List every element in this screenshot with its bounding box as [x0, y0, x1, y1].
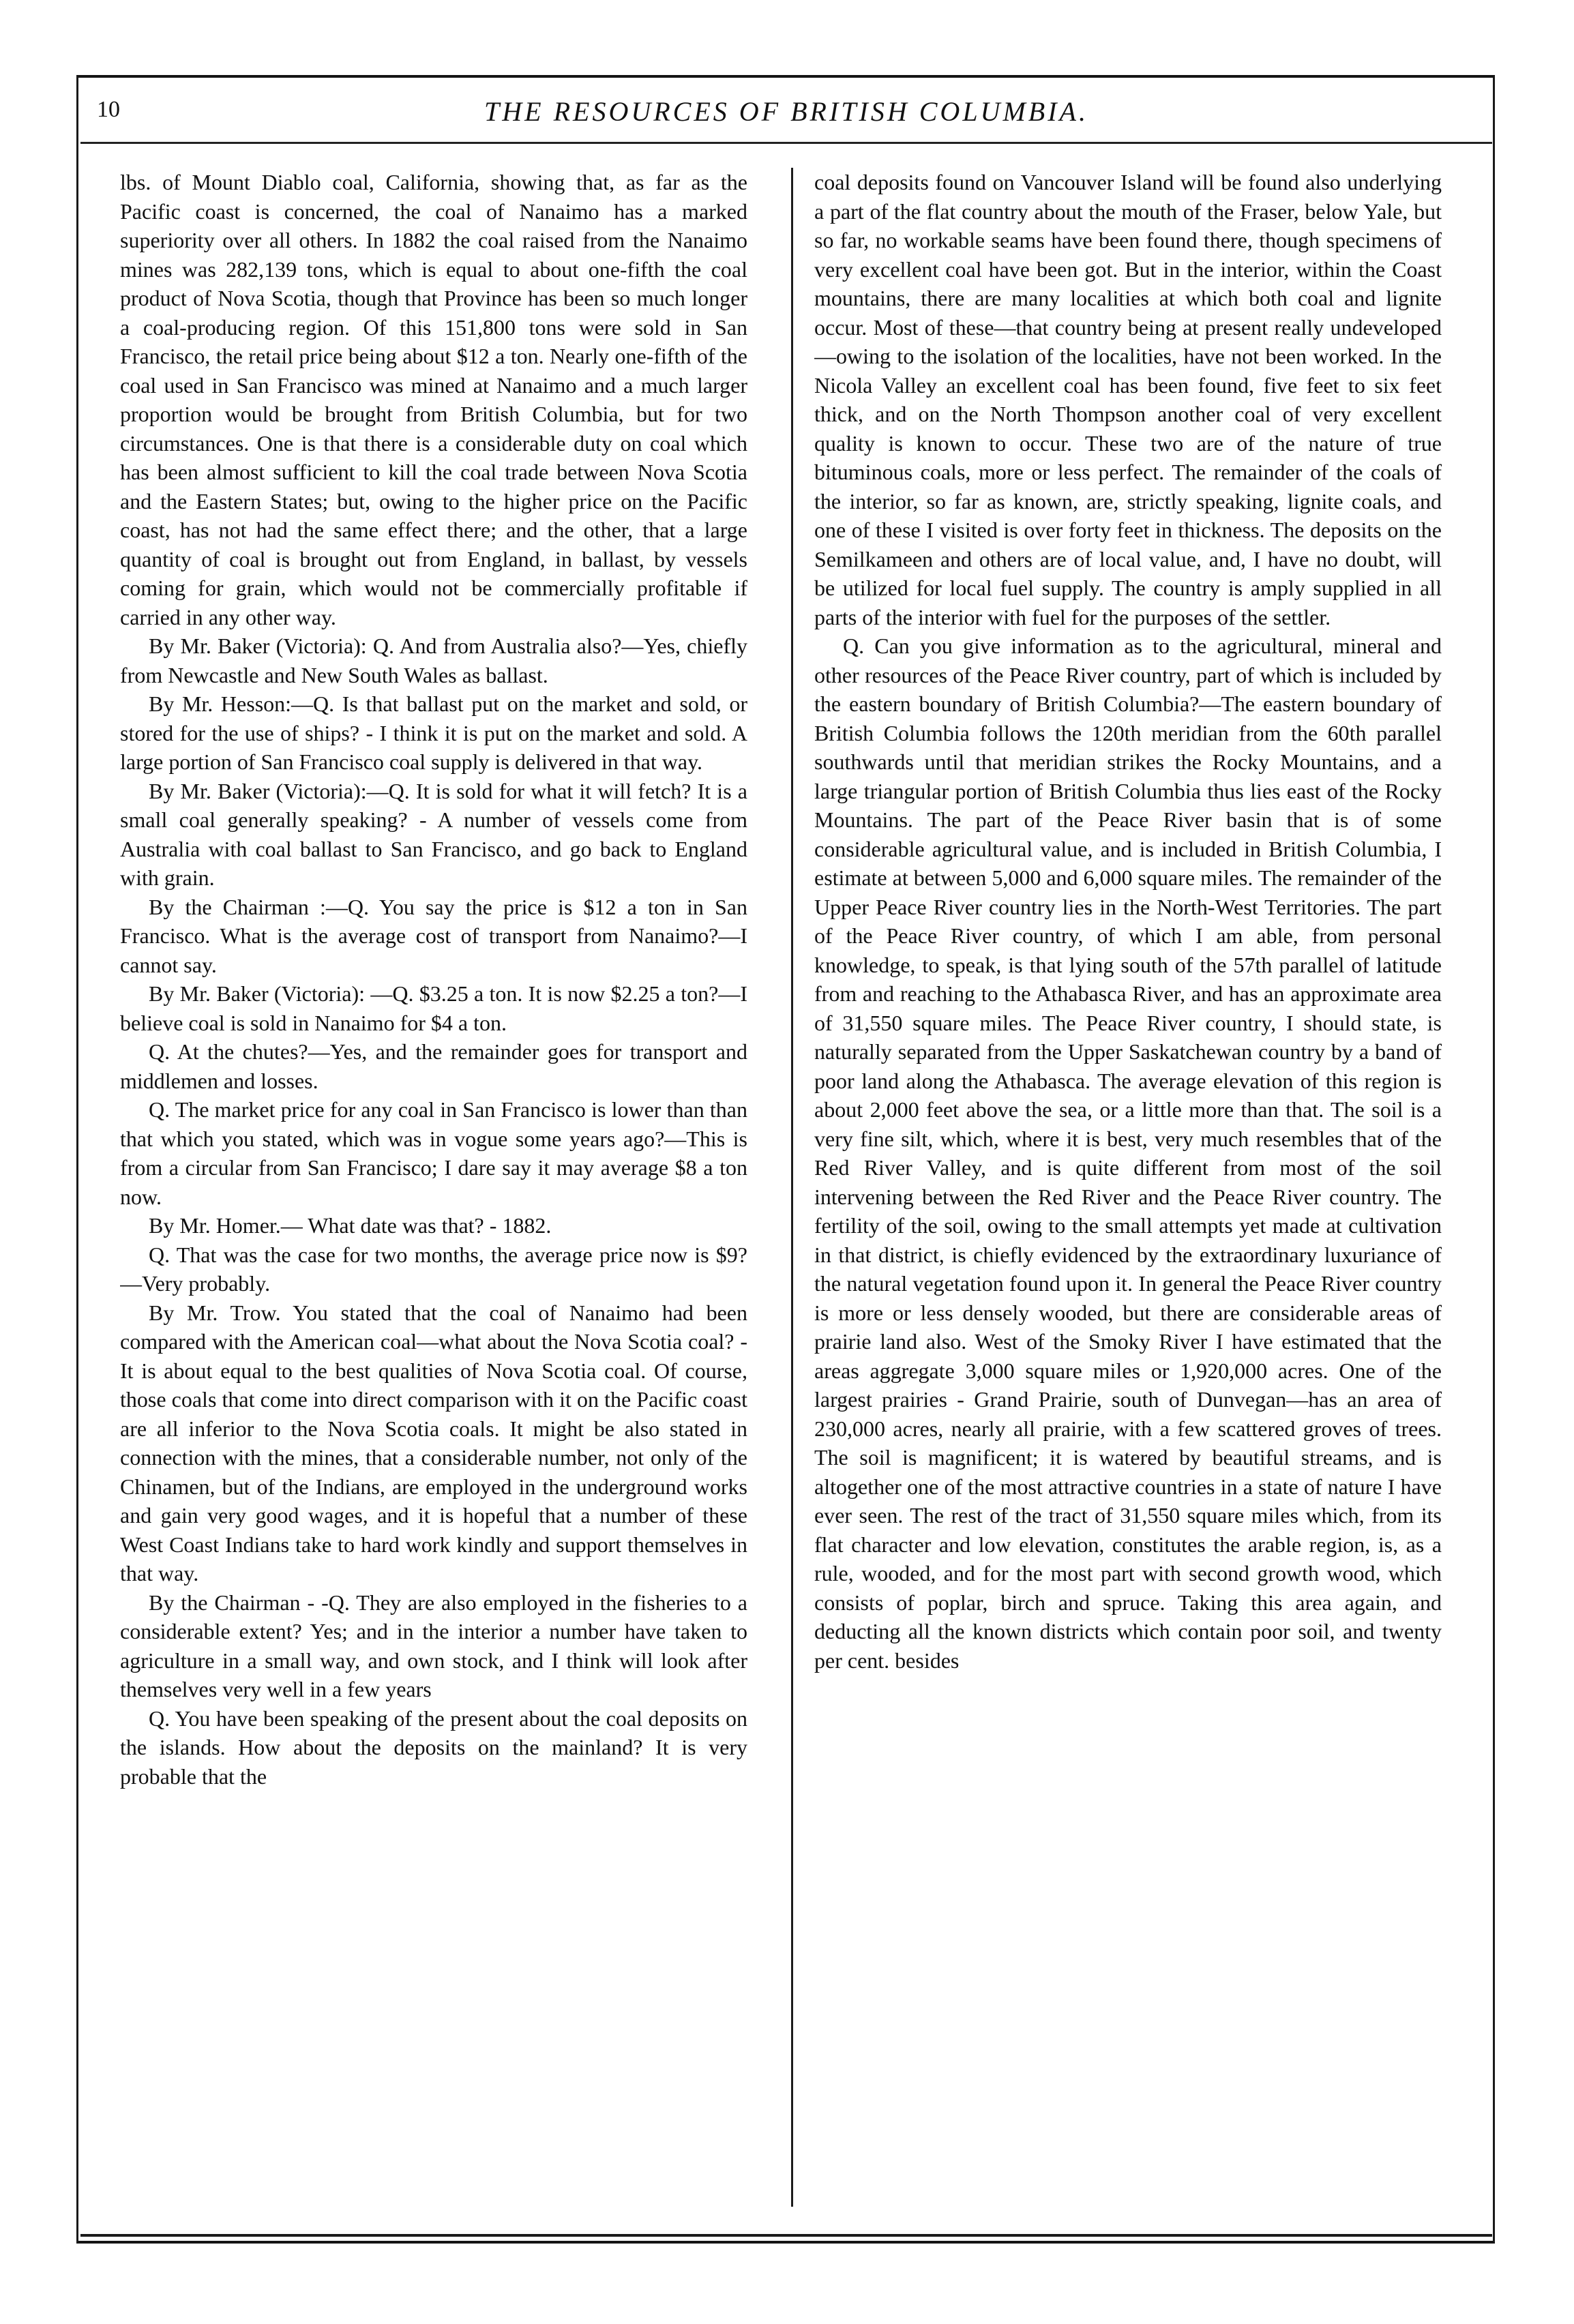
column-divider [791, 168, 793, 2207]
paragraph: By Mr. Hesson:—Q. Is that ballast put on the market and sold, or stored for the use of ships? - I think it is put on the market and sold. A large portion of San Francisco coal supply is delivered in that way. [120, 691, 747, 774]
header-rule [80, 142, 1492, 144]
paragraph: By the Chairman - -Q. They are also employed in the fisheries to a considerable extent? Yes; and in the interior a number have taken to agriculture in a small way, and own stock, and I think will look after themselves very well in a few years [120, 1590, 747, 1701]
paragraph: By Mr. Baker (Victoria): Q. And from Australia also?—Yes, chiefly from Newcastle and New South Wales as ballast. [120, 634, 747, 687]
paragraph: Q. Can you give information as to the agricultural, mineral and other resources of the Peace River country, part of which is included by the eastern boundary of British Columbia?—The eastern boundary of British Columbia follows the 120th meridian from the 60th parallel southwards until that meridian strikes the Rocky Mountains, and a large triangular portion of British Columbia thus lies east of the Rocky Mountains. The part of the Peace River basin that is of some considerable agricultural value, and is included in British Columbia, I estimate at between 5,000 and 6,000 square miles. The remainder of the Upper Peace River country lies in the North-West Territories. The part of the Peace River country, of which I am able, from personal knowledge, to speak, is that lying south of the 57th parallel of latitude from and reaching to the Athabasca River, and has an approximate area of 31,550 square miles. The Peace River country, I should state, is naturally separated from the Upper Saskatchewan country by a band of poor land along the Athabasca. The average elevation of this region is about 2,000 feet above the sea, or a little more than that. The soil is a very fine silt, which, where it is best, very much resembles that of the Red River Valley, and is quite different from most of the soil intervening between the Red River and the Peace River country. The fertility of the soil, owing to the small attempts yet made at cultivation in that district, is chiefly evidenced by the extraordinary luxuriance of the natural vegetation found upon it. In general the Peace River country is more or less densely wooded, but there are considerable areas of prairie land also. West of the Smoky River I have estimated that the areas aggregate 3,000 square miles or 1,920,000 acres. One of the largest prairies - Grand Prairie, south of Dunvegan—has an area of 230,000 acres, nearly all prairie, with a few scattered groves of trees. The soil is magnificent; it is watered by beautiful streams, and is altogether one of the most attractive countries in a state of nature I have ever seen. The rest of the tract of 31,550 square miles which, from its flat character and low elevation, constitutes the arable region, is, as a rule, wooded, and for the most part with second growth wood, which consists of poplar, birch and spruce. Taking this area again, and deducting all the known districts which contain poor soil, and twenty per cent. besides [814, 634, 1442, 1673]
paragraph: lbs. of Mount Diablo coal, California, showing that, as far as the Pacific coast is concerned, the coal of Nanaimo has a marked superiority over all others. In 1882 the coal raised from the Nanaimo mines was 282,139 tons, which is equal to about one-fifth the coal product of Nova Scotia, though that Province has been so much longer a coal-producing region. Of this 151,800 tons were sold in San Francisco, the retail price being about $12 a ton. Nearly one-fifth of the coal used in San Francisco was mined at Nanaimo and a much larger proportion would be brought from British Columbia, but for two circumstances. One is that there is a considerable duty on coal which has been almost sufficient to kill the coal trade between Nova Scotia and the Eastern States; but, owing to the higher price on the Pacific coast, has not had the same effect there; and the other, that a large quantity of coal is brought out from England, in ballast, by vessels coming for grain, which would not be commercially profitable if carried in any other way. [120, 170, 747, 629]
paragraph: Q. You have been speaking of the present about the coal deposits on the islands. How about the deposits on the mainland? It is very probable that the [120, 1705, 747, 1789]
paragraph: By Mr. Baker (Victoria):—Q. It is sold for what it will fetch? It is a small coal generally speaking? - A number of vessels come from Australia with coal ballast to San Francisco, and go back to England with grain. [120, 778, 747, 890]
paragraph: Q. That was the case for two months, the average price now is $9?—Very probably. [120, 1242, 747, 1296]
page-number: 10 [97, 97, 120, 122]
paragraph: By the Chairman :—Q. You say the price is $12 a ton in San Francisco. What is the average cost of transport from Nanaimo?—I cannot say. [120, 894, 747, 977]
page-header [80, 94, 1492, 142]
bottom-rule [80, 2234, 1492, 2237]
running-title: THE RESOURCES OF BRITISH COLUMBIA. [484, 96, 1088, 127]
left-column [120, 168, 747, 2200]
paragraph: By Mr. Trow. You stated that the coal of Nanaimo had been compared with the American coal—what about the Nova Scotia coal? - It is about equal to the best qualities of Nova Scotia coal. Of course, those coals that come into direct comparison with it on the Pacific coast are all inferior to the Nova Scotia coals. It might be also stated in connection with the mines, that a considerable number, not only of the Chinamen, but of the Indians, are employed in the underground works and gain very good wages, and it is hopeful that a number of these West Coast Indians take to hard work kindly and support themselves in that way. [120, 1300, 747, 1585]
right-column [814, 168, 1442, 2200]
paragraph: By Mr. Homer.— What date was that? - 1882. [149, 1213, 552, 1238]
paragraph: coal deposits found on Vancouver Island will be found also underlying a part of the flat country about the mouth of the Fraser, below Yale, but so far, no workable seams have been found there, though specimens of very excellent coal have been got. But in the interior, within the Coast mountains, there are many localities at which both coal and lignite occur. Most of these—that country being at present really undeveloped—owing to the isolation of the localities, have not been worked. In the Nicola Valley an excellent coal has been found, five feet to six feet thick, and on the North Thompson another coal of very excellent quality is known to occur. These two are of the nature of true bituminous coals, more or less perfect. The remainder of the coals of the interior, so far as known, are, strictly speaking, lignite coals, and one of these I visited is over forty feet in thickness. The deposits on the Semilkameen and others are of local value, and, I have no doubt, will be utilized for local fuel supply. The country is amply supplied in all parts of the interior with fuel for the purposes of the settler. [814, 170, 1442, 629]
paragraph: Q. At the chutes?—Yes, and the remainder goes for transport and middlemen and losses. [120, 1039, 747, 1093]
paragraph: By Mr. Baker (Victoria): —Q. $3.25 a ton. It is now $2.25 a ton?—I believe coal is sold in Nanaimo for $4 a ton. [120, 981, 747, 1035]
paragraph: Q. The market price for any coal in San Francisco is lower than than that which you stated, which was in vogue some years ago?—This is from a circular from San Francisco; I dare say it may average $8 a ton now. [120, 1097, 747, 1209]
